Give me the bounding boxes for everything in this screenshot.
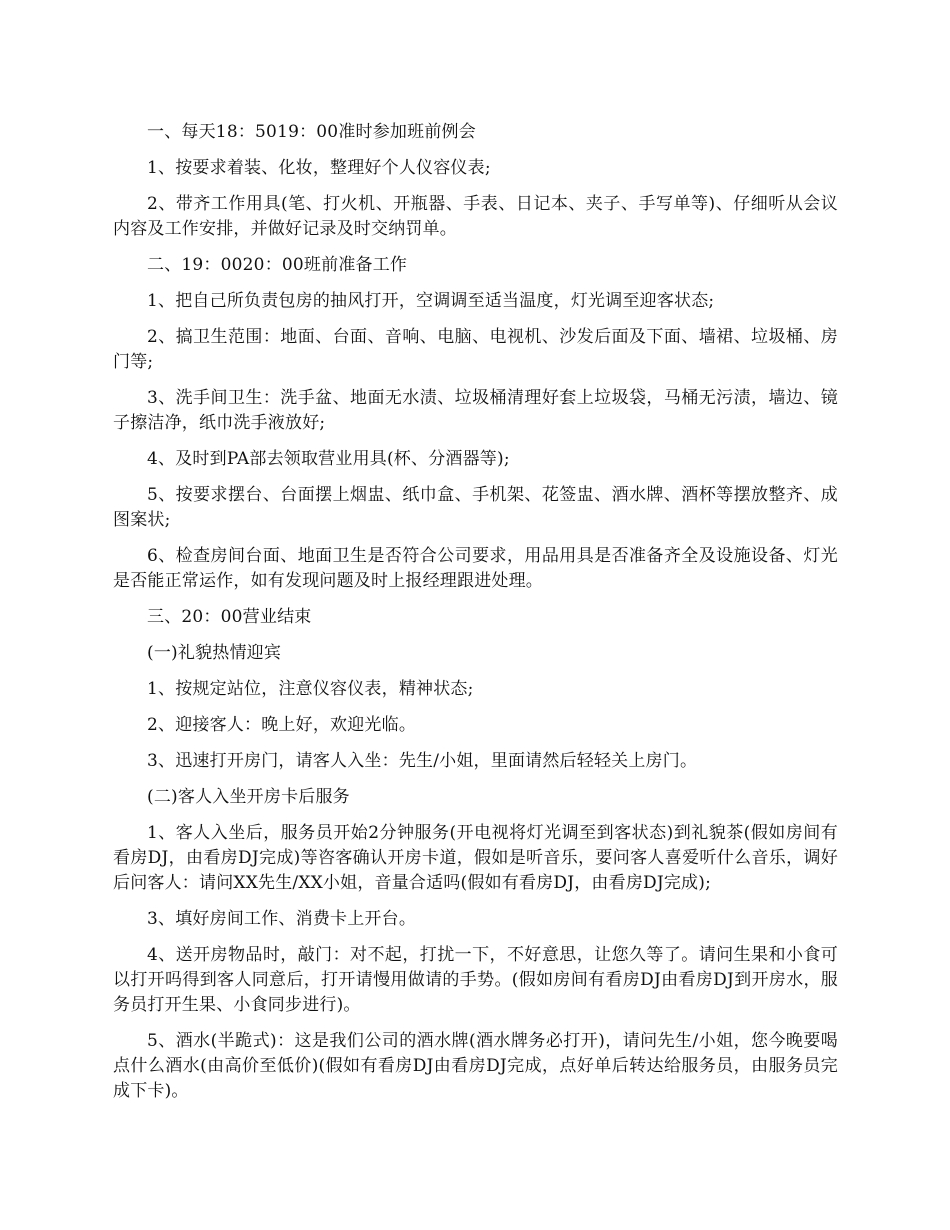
paragraph-6: 2、搞卫生范围：地面、台面、音响、电脑、电视机、沙发后面及下面、墙裙、垃圾桶、房门等; (113, 327, 838, 372)
paragraph-1: 一、每天18：5019：00准时参加班前例会 (147, 122, 476, 142)
document-body (113, 120, 838, 1115)
paragraph-17: 1、客人入坐后，服务员开始2分钟服务(开电视将灯光调至到客状态)到礼貌茶(假如房间有看房DJ，由看房DJ完成)等咨客确认开房卡道，假如是听音乐，要问客人喜爱听什么音乐，调好后问客人：请问XX先生/XX小姐，音量合适吗(假如有看房DJ，由看房DJ完成); (113, 823, 838, 893)
paragraph-20: 5、酒水(半跪式)：这是我们公司的酒水牌(酒水牌务必打开)，请问先生/小姐，您今晚要喝点什么酒水(由高价至低价)(假如有看房DJ由看房DJ完成，点好单后转达给服务员，由服务员完成下卡)。 (113, 1031, 838, 1101)
paragraph-13: 1、按规定站位，注意仪容仪表，精神状态; (147, 679, 474, 699)
paragraph-15: 3、迅速打开房门，请客人入坐：先生/小姐，里面请然后轻轻关上房门。 (147, 751, 698, 771)
paragraph-11: 三、20：00营业结束 (147, 607, 312, 627)
paragraph-4: 二、19：0020：00班前准备工作 (147, 255, 408, 275)
paragraph-2: 1、按要求着装、化妆，整理好个人仪容仪表; (147, 158, 491, 178)
paragraph-14: 2、迎接客人：晚上好，欢迎光临。 (147, 715, 417, 735)
paragraph-7: 3、洗手间卫生：洗手盆、地面无水渍、垃圾桶清理好套上垃圾袋，马桶无污渍，墙边、镜子擦洁净，纸巾洗手液放好; (113, 388, 838, 433)
paragraph-16: (二)客人入坐开房卡后服务 (147, 787, 350, 807)
paragraph-3: 2、带齐工作用具(笔、打火机、开瓶器、手表、日记本、夹子、手写单等)、仔细听从会议内容及工作安排，并做好记录及时交纳罚单。 (113, 194, 838, 239)
paragraph-5: 1、把自己所负责包房的抽风打开，空调调至适当温度，灯光调至迎客状态; (147, 291, 715, 311)
paragraph-8: 4、及时到PA部去领取营业用具(杯、分酒器等); (147, 449, 510, 469)
paragraph-19: 4、送开房物品时，敲门：对不起，打扰一下，不好意思，让您久等了。请问生果和小食可以打开吗得到客人同意后，打开请慢用做请的手势。(假如房间有看房DJ由看房DJ到开房水，服务员打开生果、小食同步进行)。 (113, 945, 838, 1015)
paragraph-18: 3、填好房间工作、消费卡上开台。 (147, 909, 417, 929)
paragraph-12: (一)礼貌热情迎宾 (147, 643, 282, 663)
paragraph-9: 5、按要求摆台、台面摆上烟盅、纸巾盒、手机架、花签盅、酒水牌、酒杯等摆放整齐、成图案状; (113, 485, 838, 530)
paragraph-10: 6、检查房间台面、地面卫生是否符合公司要求，用品用具是否准备齐全及设施设备、灯光是否能正常运作，如有发现问题及时上报经理跟进处理。 (113, 546, 838, 591)
